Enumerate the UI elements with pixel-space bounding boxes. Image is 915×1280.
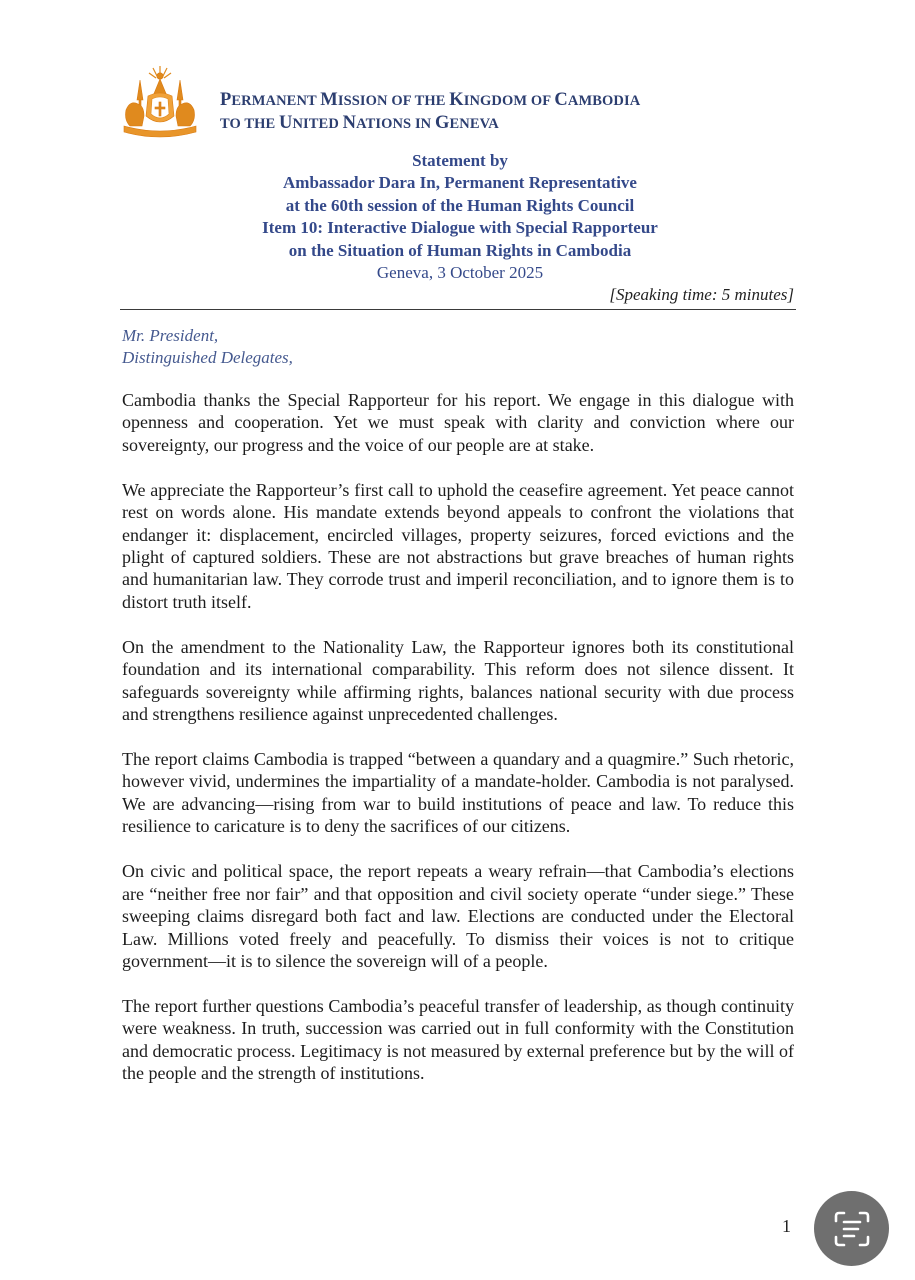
- header-word: NITED: [292, 116, 343, 132]
- agenda-item-line: Item 10: Interactive Dialogue with Special Rapporteur: [262, 218, 658, 238]
- statement-body: [122, 389, 794, 1107]
- header-word: ATIONS IN: [356, 116, 435, 132]
- subject-line: on the Situation of Human Rights in Cambodia: [288, 240, 632, 260]
- salutation-delegates: Distinguished Delegates,: [122, 347, 293, 367]
- header-word: ERMANENT: [231, 93, 321, 109]
- header-initial: C: [554, 90, 568, 110]
- header-initial: G: [434, 113, 450, 133]
- header-initial: N: [342, 113, 357, 133]
- scan-text-icon: [830, 1207, 874, 1251]
- statement-title-block: [200, 150, 720, 284]
- header-initial: U: [279, 113, 293, 133]
- mission-header-line-1: [220, 89, 640, 112]
- paragraph: On the amendment to the Nationality Law, the Rapporteur ignores both its constitutional foundation and its international comparability. This reform does not silence dissent. It safeguards sovereignty while affirming rights, balances national security with due process and strengthens resilience against unprecedented challenges.: [122, 636, 794, 725]
- speaking-time-note: [Speaking time: 5 minutes]: [609, 285, 794, 304]
- paragraph: The report further questions Cambodia’s peaceful transfer of leadership, as though continuity were weakness. In truth, succession was carried out in full conformity with the Constitution and democratic process. Legitimacy is not measured by external preference but by the will of the people and the strength of institutions.: [122, 995, 794, 1084]
- statement-heading: Statement by: [412, 151, 508, 170]
- header-word: AMBODIA: [567, 93, 641, 109]
- header-initial: M: [320, 90, 338, 110]
- scan-text-button[interactable]: [814, 1191, 889, 1266]
- mission-header-line-2: [220, 112, 640, 135]
- mission-header: [220, 89, 640, 135]
- place-date-line: Geneva, 3 October 2025: [376, 263, 544, 283]
- page-number: 1: [782, 1216, 791, 1236]
- paragraph: The report claims Cambodia is trapped “between a quandary and a quagmire.” Such rhetoric, however vivid, undermines the impartiality of a mandate-holder. Cambodia is not paralysed. We are advancing—rising from war to build institutions of peace and law. To reduce this resilience to caricature is to deny the sacrifices of our citizens.: [122, 749, 794, 837]
- salutation: [122, 325, 293, 368]
- header-word: INGDOM OF: [463, 93, 555, 109]
- header-word: TO THE: [220, 116, 279, 132]
- paragraph: Cambodia thanks the Special Rapporteur for his report. We engage in this dialogue with openness and cooperation. Yet we must speak with clarity and conviction where our sovereignty, our progress and the voice of our people are at stake.: [122, 390, 794, 455]
- header-initial: P: [220, 90, 232, 110]
- header-initial: K: [449, 90, 464, 110]
- paragraph: We appreciate the Rapporteur’s first call to uphold the ceasefire agreement. Yet peace cannot rest on words alone. His mandate extends beyond appeals to confront the violations that endanger it: displacement, encircled villages, property seizures, forced evictions and the plight of captured soldiers. These are not abstractions but grave breaches of human rights and humanitarian law. They corrode trust and imperil reconciliation, and to ignore them is to distort truth itself.: [122, 479, 794, 612]
- speaker-line: Ambassador Dara In, Permanent Representative: [283, 173, 637, 193]
- paragraph: On civic and political space, the report repeats a weary refrain—that Cambodia’s elections are “neither free nor fair” and that opposition and civil society operate “under siege.” These sweeping claims disregard both fact and law. Elections are conducted under the Electoral Law. Millions voted freely and peacefully. To dismiss their voices is not to critique government—it is to silence the sovereign will of a people.: [122, 861, 794, 971]
- royal-arms-of-cambodia-icon: [120, 64, 200, 142]
- header-divider: [120, 309, 796, 310]
- session-line: at the 60th session of the Human Rights Council: [285, 195, 635, 215]
- header-word: ISSION OF THE: [337, 93, 450, 109]
- salutation-president: Mr. President,: [122, 326, 219, 345]
- header-word: ENEVA: [449, 116, 499, 132]
